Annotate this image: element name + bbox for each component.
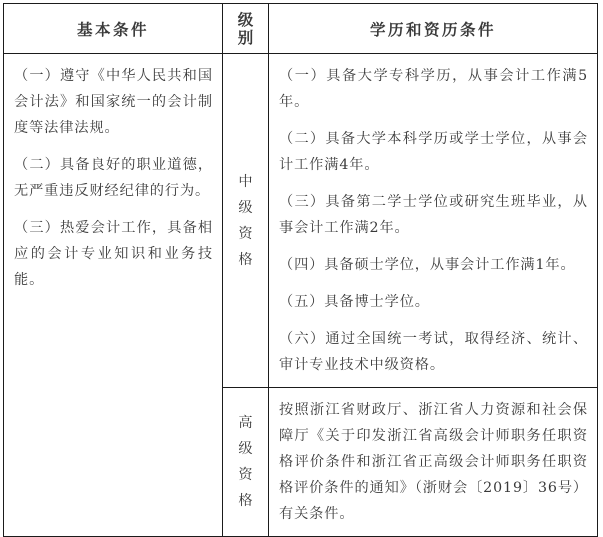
column-header-level-char-1: 级 bbox=[237, 9, 254, 29]
education-item-2: （二）具备大学本科学历或学士学位，从事会计工作满4年。 bbox=[279, 131, 588, 173]
table-header-row bbox=[4, 4, 598, 54]
education-senior-content bbox=[269, 388, 597, 536]
level-char: 级 bbox=[238, 199, 253, 216]
basic-condition-item-1: （一）遵守《中华人民共和国会计法》和国家统一的会计制度等法律法规。 bbox=[14, 68, 213, 136]
basic-condition-item-3: （三）热爱会计工作，具备相应的会计专业知识和业务技能。 bbox=[14, 220, 213, 288]
education-intermediate-content bbox=[269, 54, 597, 387]
education-item-6: （六）通过全国统一考试，取得经济、统计、审计专业技术中级资格。 bbox=[279, 331, 588, 373]
column-header-level bbox=[223, 4, 269, 54]
level-char: 级 bbox=[238, 441, 253, 457]
qualification-requirements-table bbox=[3, 3, 598, 537]
level-char: 格 bbox=[238, 251, 253, 268]
cell-education-intermediate bbox=[269, 54, 598, 388]
column-header-basic-conditions: 基本条件 bbox=[4, 4, 223, 54]
level-char: 资 bbox=[238, 467, 253, 483]
education-item-1: （一）具备大学专科学历，从事会计工作满5年。 bbox=[279, 68, 588, 110]
education-item-3: （三）具备第二学士学位或研究生班毕业，从事会计工作满2年。 bbox=[279, 194, 588, 236]
level-char: 资 bbox=[238, 225, 253, 242]
education-item-5: （五）具备博士学位。 bbox=[279, 294, 430, 310]
column-header-level-char-2: 别 bbox=[237, 27, 254, 47]
cell-basic-conditions bbox=[4, 54, 223, 537]
column-header-level-stack bbox=[223, 11, 268, 47]
level-label-senior bbox=[223, 388, 268, 536]
level-char: 格 bbox=[238, 493, 253, 509]
level-label-senior-stack bbox=[238, 410, 252, 514]
level-char: 中 bbox=[238, 173, 253, 190]
basic-conditions-content bbox=[4, 54, 222, 302]
cell-level-senior bbox=[223, 388, 269, 537]
table-row-intermediate bbox=[4, 54, 598, 388]
level-char: 高 bbox=[238, 415, 253, 431]
education-senior-item-1: 按照浙江省财政厅、浙江省人力资源和社会保障厅《关于印发浙江省高级会计师职务任职资格评价条件和浙江省正高级会计师职务任职资格评价条件的通知》（浙财会〔2019〕36号）有关条件。 bbox=[279, 402, 588, 522]
basic-condition-item-2: （二）具备良好的职业道德，无严重违反财经纪律的行为。 bbox=[14, 157, 213, 199]
education-item-4: （四）具备硕士学位，从事会计工作满1年。 bbox=[279, 257, 576, 273]
level-label-intermediate-stack bbox=[238, 169, 252, 273]
level-label-intermediate bbox=[223, 54, 268, 387]
cell-education-senior bbox=[269, 388, 598, 537]
column-header-education-experience: 学历和资历条件 bbox=[269, 4, 598, 54]
cell-level-intermediate bbox=[223, 54, 269, 388]
